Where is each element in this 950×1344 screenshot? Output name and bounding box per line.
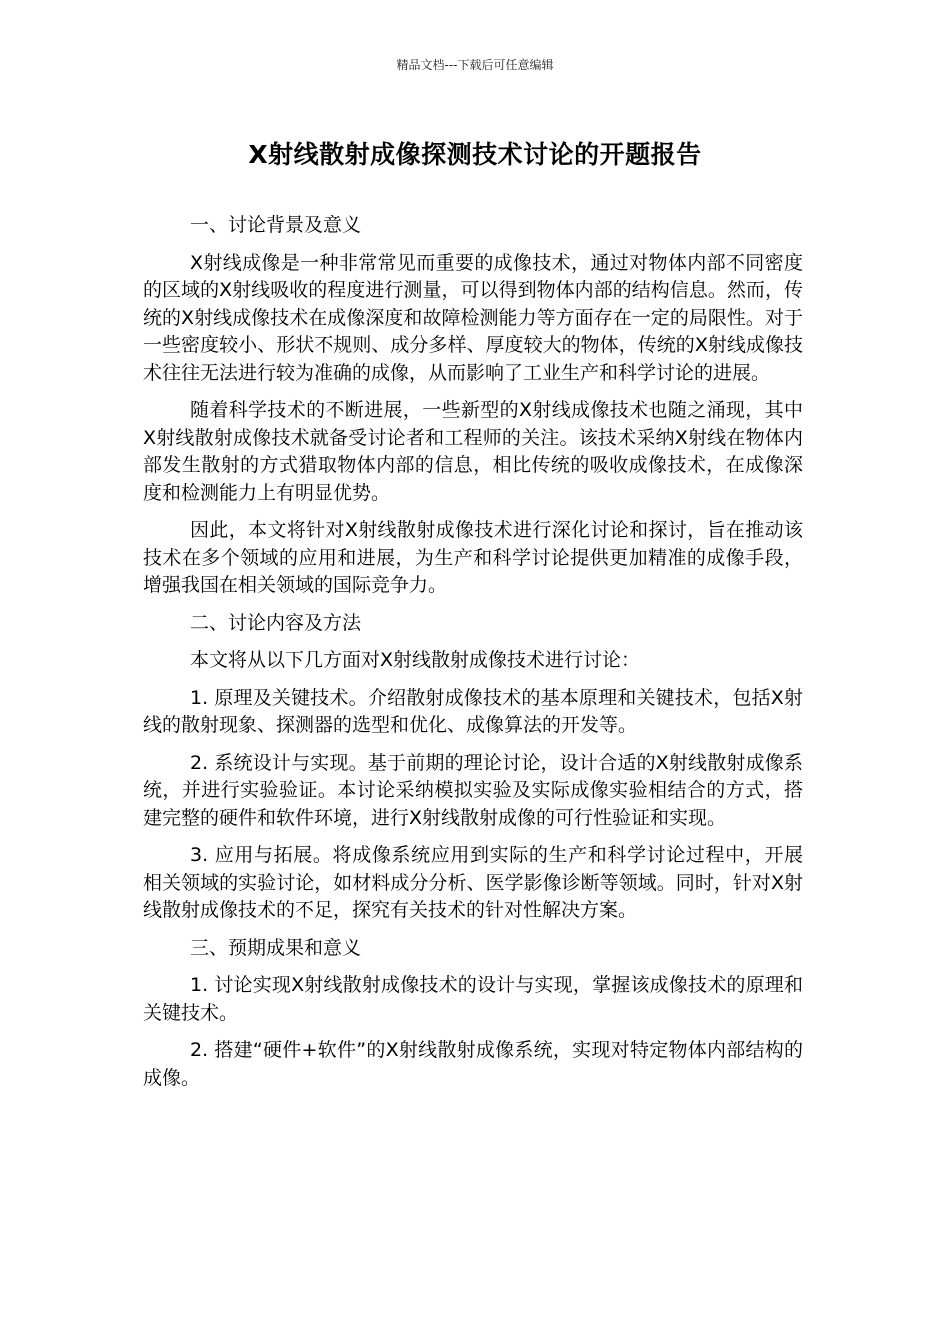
document-title: X射线散射成像探测技术讨论的开题报告 — [248, 140, 702, 169]
section-heading: 一、讨论背景及意义 — [190, 214, 362, 236]
list-item: 2. 搭建“硬件+软件”的X射线散射成像系统，实现对特定物体内部结构的成像。 — [143, 1039, 803, 1089]
section-heading: 二、讨论内容及方法 — [190, 611, 362, 634]
paragraph: 随着科学技术的不断进展，一些新型的X射线成像技术也随之涌现，其中X射线散射成像技术就备受讨论者和工程师的关注。该技术采纳X射线在物体内部发生散射的方式猎取物体内部的信息，相比传统的吸收成像技术，在成像深度和检测能力上有明显优势。 — [143, 399, 803, 504]
list-item: 3. 应用与拓展。将成像系统应用到实际的生产和科学讨论过程中，开展相关领域的实验讨论，如材料成分分析、医学影像诊断等领域。同时，针对X射线散射成像技术的不足，探究有关技术的针对性解决方案。 — [143, 844, 803, 921]
document-body — [143, 212, 803, 1102]
paragraph: 本文将从以下几方面对X射线散射成像技术进行讨论： — [190, 649, 641, 671]
paragraph: X射线成像是一种非常常见而重要的成像技术，通过对物体内部不同密度的区域的X射线吸收的程度进行测量，可以得到物体内部的结构信息。然而，传统的X射线成像技术在成像深度和故障检测能力等方面存在一定的局限性。对于一些密度较小、形状不规则、成分多样、厚度较大的物体，传统的X射线成像技术往往无法进行较为准确的成像，从而影响了工业生产和科学讨论的进展。 — [143, 251, 803, 384]
list-item: 2. 系统设计与实现。基于前期的理论讨论，设计合适的X射线散射成像系统，并进行实验验证。本讨论采纳模拟实验及实际成像实验相结合的方式，搭建完整的硬件和软件环境，进行X射线散射成像的可行性验证和实现。 — [143, 751, 803, 829]
list-item: 1. 原理及关键技术。介绍散射成像技术的基本原理和关键技术，包括X射线的散射现象、探测器的选型和优化、成像算法的开发等。 — [143, 686, 803, 736]
paragraph: 因此，本文将针对X射线散射成像技术进行深化讨论和探讨，旨在推动该技术在多个领域的应用和进展，为生产和科学讨论提供更加精准的成像手段，增强我国在相关领域的国际竞争力。 — [143, 519, 803, 596]
section-heading: 三、预期成果和意义 — [190, 936, 362, 959]
list-item: 1. 讨论实现X射线散射成像技术的设计与实现，掌握该成像技术的原理和关键技术。 — [143, 974, 803, 1024]
header-note: 精品文档---下载后可任意编辑 — [396, 58, 554, 72]
